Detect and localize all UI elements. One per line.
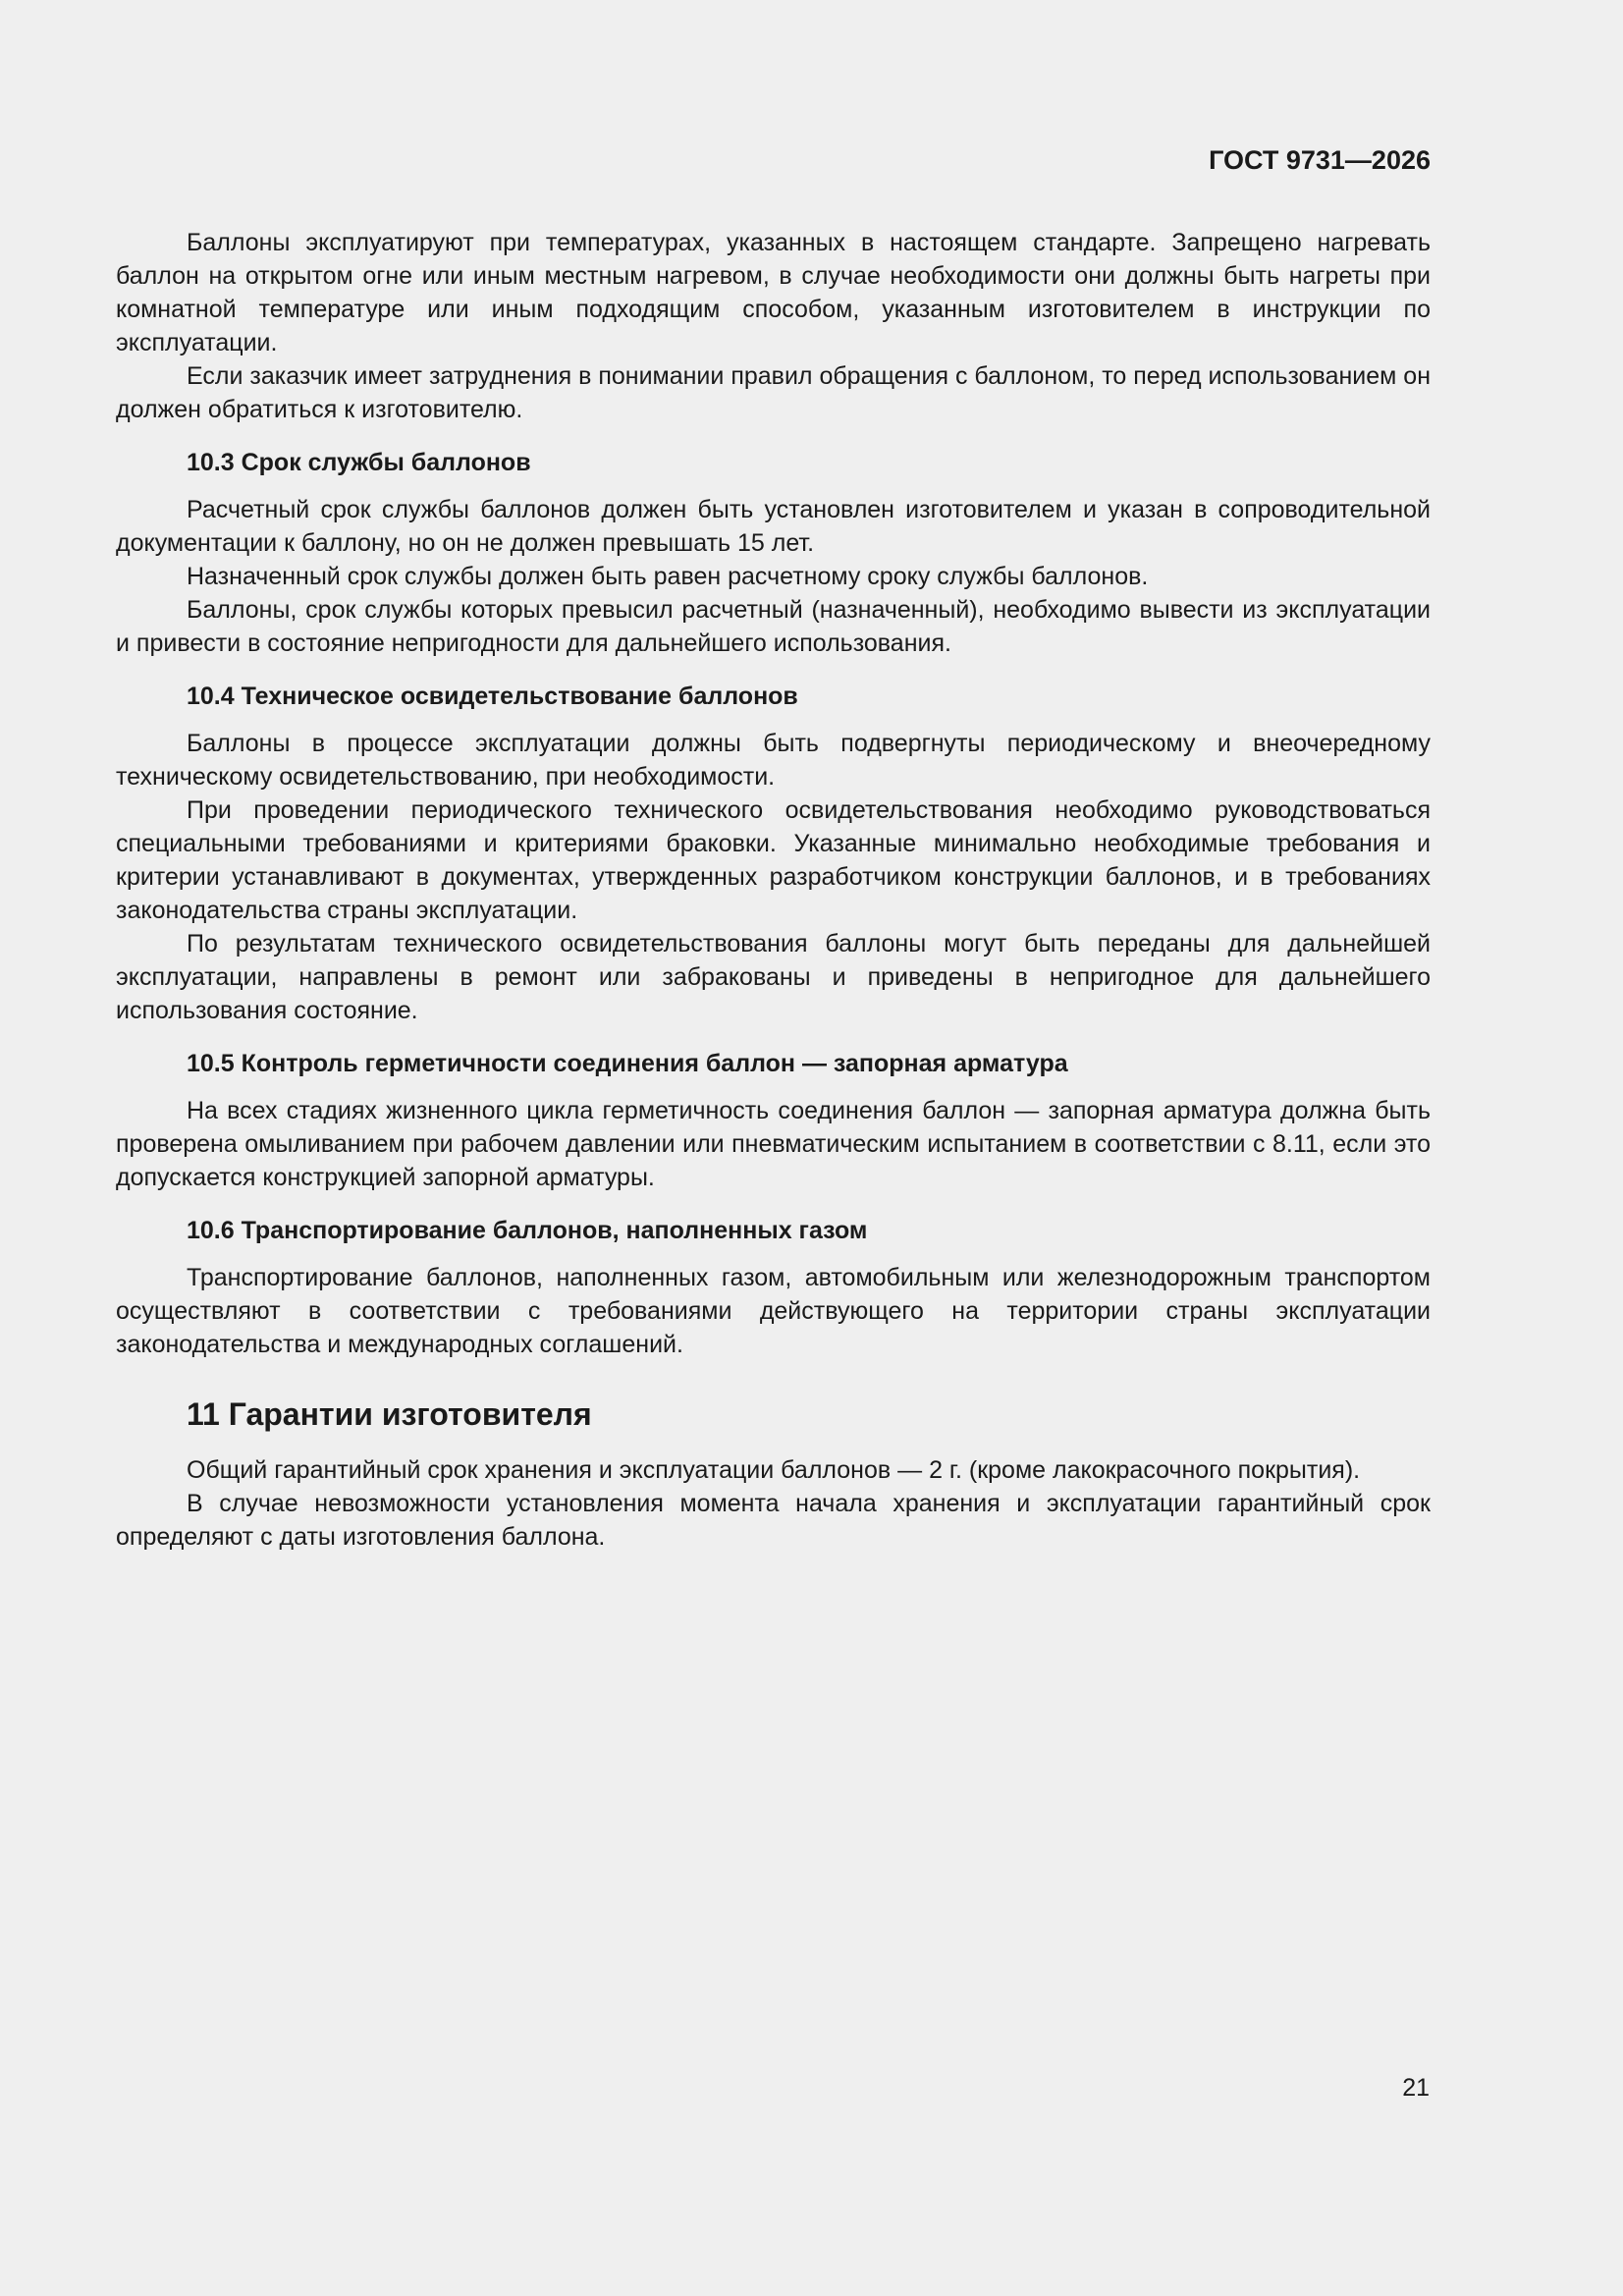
body-paragraph: В случае невозможности установления момента начала хранения и эксплуатации гарантийный срок определяют с даты изготовления баллона.: [116, 1490, 1431, 1551]
section-heading-10-5: 10.5 Контроль герметичности соединения баллон — запорная арматура: [187, 1050, 1068, 1077]
body-paragraph: Общий гарантийный срок хранения и эксплуатации баллонов — 2 г. (кроме лакокрасочного покрытия).: [187, 1456, 1361, 1484]
body-paragraph: Назначенный срок службы должен быть равен расчетному сроку службы баллонов.: [187, 563, 1149, 590]
body-paragraph: Расчетный срок службы баллонов должен быть установлен изготовителем и указан в сопроводительной документации к баллону, но он не должен превышать 15 лет.: [116, 496, 1431, 557]
body-paragraph: На всех стадиях жизненного цикла герметичность соединения баллон — запорная арматура должна быть проверена омыливанием при рабочем давлении или пневматическим испытанием в соответствии с 8.11, если это допускается конструкцией запорной арматуры.: [116, 1097, 1431, 1191]
section-heading-10-6: 10.6 Транспортирование баллонов, наполненных газом: [187, 1217, 868, 1244]
body-paragraph: Если заказчик имеет затруднения в понимании правил обращения с баллоном, то перед использованием он должен обратиться к изготовителю.: [116, 362, 1431, 423]
chapter-heading-11: 11 Гарантии изготовителя: [187, 1396, 592, 1432]
section-heading-10-4: 10.4 Техническое освидетельствование баллонов: [187, 683, 798, 710]
body-paragraph: Баллоны в процессе эксплуатации должны быть подвергнуты периодическому и внеочередному техническому освидетельствованию, при необходимости.: [116, 730, 1431, 791]
body-paragraph: По результатам технического освидетельствования баллоны могут быть переданы для дальнейшей эксплуатации, направлены в ремонт или забракованы и приведены в непригодное для дальнейшего использования состояние.: [116, 930, 1431, 1024]
body-paragraph: При проведении периодического технического освидетельствования необходимо руководствоваться специальными требованиями и критериями браковки. Указанные минимально необходимые требования и критерии устанавливают в документах, утвержденных разработчиком конструкции баллонов, и в требованиях законодательства страны эксплуатации.: [116, 796, 1431, 924]
body-paragraph: Баллоны эксплуатируют при температурах, указанных в настоящем стандарте. Запрещено нагревать баллон на открытом огне или иным местным нагревом, в случае необходимости они должны быть нагреты при комнатной температуре или иным подходящим способом, указанным изготовителем в инструкции по эксплуатации.: [116, 229, 1431, 356]
document-body: [116, 226, 1431, 1554]
page-number: 21: [1402, 2074, 1430, 2102]
body-paragraph: Баллоны, срок службы которых превысил расчетный (назначенный), необходимо вывести из эксплуатации и привести в состояние непригодности для дальнейшего использования.: [116, 596, 1431, 657]
document-code: ГОСТ 9731—2026: [1209, 145, 1431, 175]
body-paragraph: Транспортирование баллонов, наполненных газом, автомобильным или железнодорожным транспортом осуществляют в соответствии с требованиями действующего на территории страны эксплуатации законодательства и международных соглашений.: [116, 1264, 1431, 1358]
section-heading-10-3: 10.3 Срок службы баллонов: [187, 449, 531, 476]
